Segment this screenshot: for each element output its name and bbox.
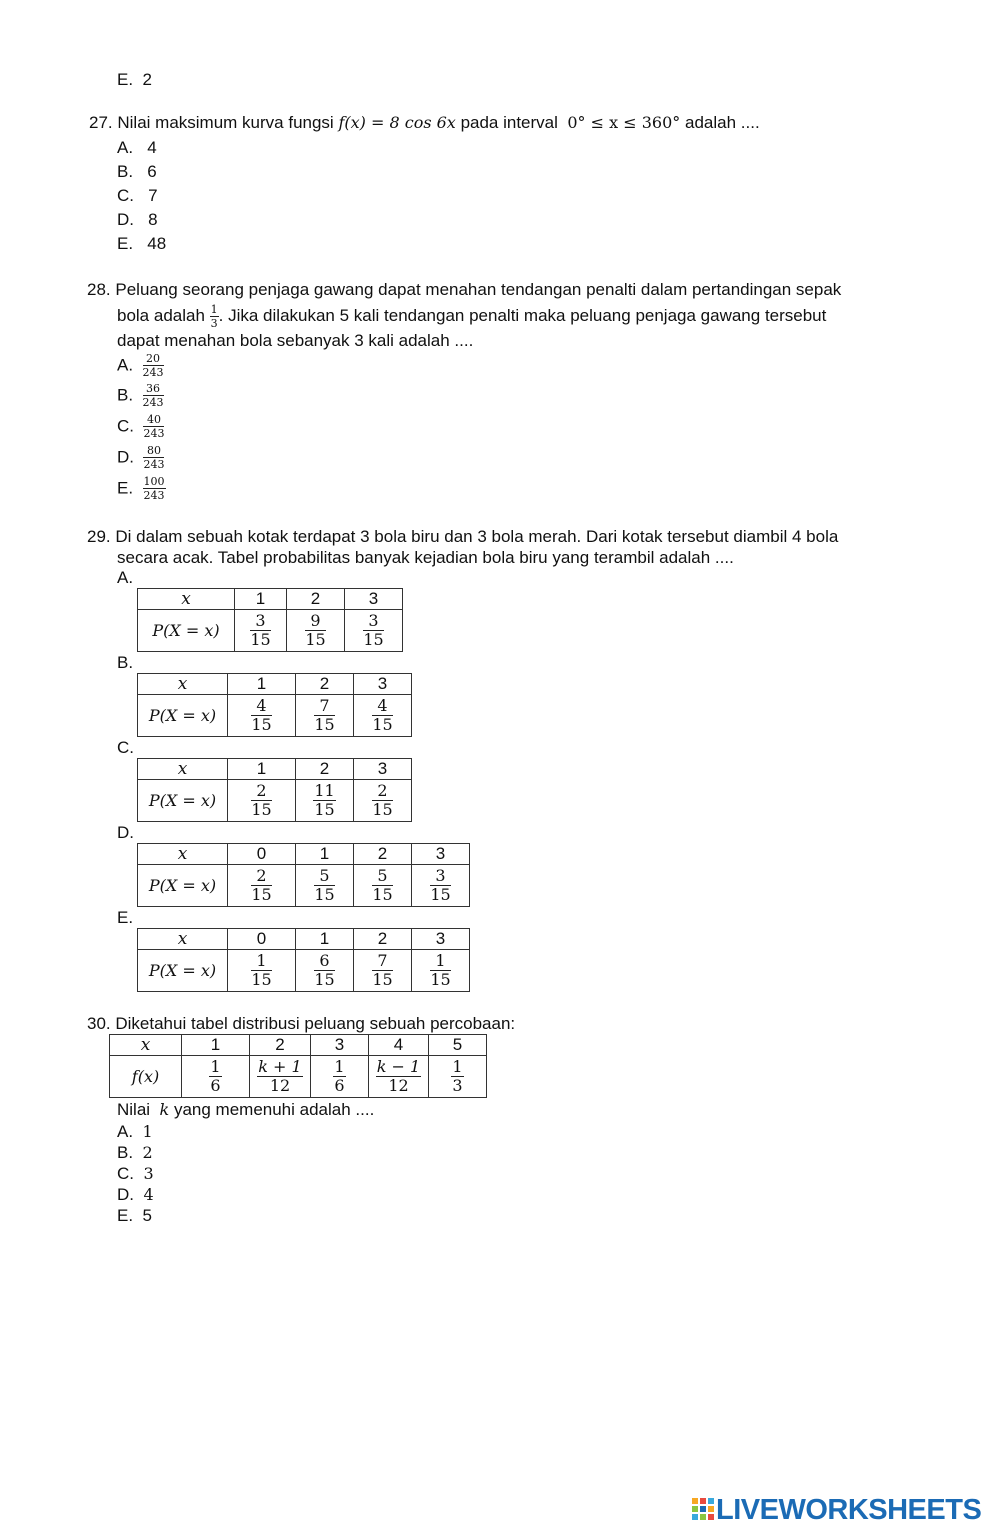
option-text: 8 <box>148 210 158 229</box>
q28-stem-line2 <box>117 303 826 329</box>
stem-text: Di dalam sebuah kotak terdapat 3 bola biru dan 3 bola merah. Dari kotak tersebut diambil 4 bola <box>115 527 839 546</box>
math-variable: k <box>159 1100 170 1119</box>
option-fraction: $\frac{36}{243}$ <box>142 382 164 409</box>
stem-text: . Jika dilakukan 5 kali tendangan penalti maka peluang penjaga gawang tersebut <box>218 306 827 325</box>
table-cell: $\frac{2}{15}$ <box>228 780 296 822</box>
table-cell: 0 <box>228 929 296 950</box>
table-cell: $\frac{2}{15}$ <box>354 780 412 822</box>
q30-options <box>117 1121 154 1226</box>
question-number: 28. <box>87 280 111 299</box>
stem-text: Diketahui tabel distribusi peluang sebuah percobaan: <box>115 1014 516 1033</box>
option-fraction: $\frac{80}{243}$ <box>143 444 165 471</box>
option-text: 4 <box>143 1185 154 1204</box>
table-cell: $\frac{k + 1}{12}$ <box>250 1056 311 1098</box>
stem-text: adalah .... <box>685 113 760 132</box>
q28-option-d[interactable] <box>117 445 164 470</box>
q30-question <box>117 1100 374 1120</box>
option-text: 7 <box>148 186 158 205</box>
table-cell: 3 <box>354 759 412 780</box>
stem-text: Peluang seorang penjaga gawang dapat menahan tendangan penalti dalam pertandingan sepak <box>115 280 842 299</box>
stem-text: pada interval <box>460 113 558 132</box>
stem-text: bola adalah <box>117 306 205 325</box>
row-header-x: x <box>110 1035 182 1056</box>
row-header-x: x <box>138 589 235 610</box>
row-header-x: x <box>138 674 228 695</box>
option-label: D. <box>117 1185 134 1204</box>
option-label: E. <box>117 478 134 498</box>
q29-option-b-label[interactable]: B. <box>117 653 134 672</box>
q29-stem-line2 <box>117 548 734 568</box>
table-cell: $\frac{3}{15}$ <box>412 865 470 907</box>
q29-stem-line1 <box>87 527 838 547</box>
option-label: A. <box>117 138 134 157</box>
table-cell: 2 <box>250 1035 311 1056</box>
q27-option-a[interactable] <box>117 136 166 160</box>
option-label: B. <box>117 385 134 405</box>
table-cell: 5 <box>429 1035 487 1056</box>
table-cell: $\frac{6}{15}$ <box>296 950 354 992</box>
stem-text: dapat menahan bola sebanyak 3 kali adalah .... <box>117 331 474 350</box>
math-expression: f(x) = 8 cos 6x <box>338 113 456 132</box>
option-text: 1 <box>142 1122 153 1141</box>
option-text: 3 <box>143 1164 154 1183</box>
table-cell: $\frac{5}{15}$ <box>296 865 354 907</box>
stem-text: Nilai maksimum kurva fungsi <box>117 113 334 132</box>
option-text: 6 <box>147 162 157 181</box>
table-cell: $\frac{1}{15}$ <box>228 950 296 992</box>
table-cell: 1 <box>296 929 354 950</box>
option-label: D. <box>117 447 134 467</box>
option-label: C. <box>117 186 134 205</box>
table-cell: $\frac{3}{15}$ <box>235 610 287 652</box>
option-label: C. <box>117 416 134 436</box>
option-text: 5 <box>142 1206 152 1225</box>
q29-option-e-label[interactable]: E. <box>117 908 134 927</box>
q27-option-e[interactable] <box>117 232 166 256</box>
q30-option-c[interactable] <box>117 1163 154 1184</box>
option-fraction: $\frac{100}{243}$ <box>143 475 165 502</box>
option-label: C. <box>117 1164 134 1183</box>
table-cell: $\frac{9}{15}$ <box>287 610 345 652</box>
table-cell: $\frac{4}{15}$ <box>228 695 296 737</box>
table-cell: 2 <box>354 929 412 950</box>
table-cell: 1 <box>296 844 354 865</box>
fraction: $\frac{1}{3}$ <box>210 303 218 331</box>
table-cell: 0 <box>228 844 296 865</box>
table-cell: 2 <box>354 844 412 865</box>
q28-option-a[interactable] <box>117 353 164 378</box>
row-header-p: P(X = x) <box>138 950 228 992</box>
math-interval: 0° ≤ x ≤ 360° <box>567 113 681 132</box>
option-label: A. <box>117 355 134 375</box>
q28-option-b[interactable] <box>117 383 164 408</box>
liveworksheets-logo[interactable] <box>692 1494 992 1526</box>
q29-option-c-table <box>137 758 412 822</box>
table-cell: 1 <box>235 589 287 610</box>
option-text: 48 <box>147 234 167 253</box>
table-cell: $\frac{1}{6}$ <box>182 1056 250 1098</box>
table-cell: 3 <box>412 844 470 865</box>
q27-option-c[interactable] <box>117 184 166 208</box>
table-cell: $\frac{7}{15}$ <box>296 695 354 737</box>
logo-grid-icon <box>692 1498 714 1522</box>
q27-options <box>117 136 166 256</box>
table-cell: $\frac{7}{15}$ <box>354 950 412 992</box>
table-cell: 3 <box>345 589 403 610</box>
q28-option-c[interactable] <box>117 414 164 439</box>
table-cell: $\frac{1}{6}$ <box>311 1056 369 1098</box>
q29-option-c-label[interactable]: C. <box>117 738 134 757</box>
q26-option-e[interactable] <box>117 70 152 90</box>
option-fraction: $\frac{20}{243}$ <box>142 352 164 379</box>
table-cell: 2 <box>287 589 345 610</box>
option-label: B. <box>117 1143 134 1162</box>
table-cell: 2 <box>296 759 354 780</box>
q27-stem <box>89 113 760 133</box>
q30-option-a[interactable] <box>117 1121 154 1142</box>
table-cell: 1 <box>228 674 296 695</box>
option-label: A. <box>117 1122 134 1141</box>
logo-text: LIVEWORKSHEETS <box>716 1494 982 1526</box>
q30-option-e[interactable] <box>117 1205 154 1226</box>
row-header-f: f(x) <box>110 1056 182 1098</box>
option-label: E. <box>117 234 134 253</box>
q28-stem-line3 <box>117 331 473 351</box>
question-number: 29. <box>87 527 111 546</box>
table-cell: 2 <box>296 674 354 695</box>
table-cell: 3 <box>412 929 470 950</box>
q28-stem-line1 <box>87 280 841 300</box>
q29-option-e-table <box>137 928 470 992</box>
q30-stem <box>87 1014 515 1034</box>
q29-option-a-table <box>137 588 403 652</box>
option-label: D. <box>117 210 134 229</box>
option-fraction: $\frac{40}{243}$ <box>143 413 165 440</box>
row-header-p: P(X = x) <box>138 865 228 907</box>
option-label: E. <box>117 1206 134 1225</box>
table-cell: $\frac{4}{15}$ <box>354 695 412 737</box>
option-label: E. <box>117 70 134 89</box>
table-cell: $\frac{1}{15}$ <box>412 950 470 992</box>
table-cell: 1 <box>228 759 296 780</box>
table-cell: $\frac{3}{15}$ <box>345 610 403 652</box>
stem-text: yang memenuhi adalah .... <box>173 1100 375 1119</box>
row-header-p: P(X = x) <box>138 610 235 652</box>
option-label: B. <box>117 162 134 181</box>
stem-text: Nilai <box>117 1100 151 1119</box>
table-cell: 4 <box>369 1035 429 1056</box>
q29-option-a-label[interactable]: A. <box>117 568 134 587</box>
row-header-x: x <box>138 844 228 865</box>
q27-option-b[interactable] <box>117 160 166 184</box>
row-header-x: x <box>138 929 228 950</box>
q28-option-e[interactable] <box>117 476 166 501</box>
option-text: 2 <box>142 70 152 89</box>
row-header-p: P(X = x) <box>138 695 228 737</box>
table-cell: 1 <box>182 1035 250 1056</box>
question-number: 30. <box>87 1014 111 1033</box>
table-cell: $\frac{k - 1}{12}$ <box>369 1056 429 1098</box>
table-cell: 3 <box>311 1035 369 1056</box>
q30-option-d[interactable] <box>117 1184 154 1205</box>
table-cell: $\frac{1}{3}$ <box>429 1056 487 1098</box>
q27-option-d[interactable] <box>117 208 166 232</box>
option-text: 4 <box>147 138 157 157</box>
row-header-p: P(X = x) <box>138 780 228 822</box>
q29-option-b-table <box>137 673 412 737</box>
table-cell: $\frac{2}{15}$ <box>228 865 296 907</box>
stem-text: secara acak. Tabel probabilitas banyak kejadian bola biru yang terambil adalah .... <box>117 548 734 567</box>
table-cell: 3 <box>354 674 412 695</box>
q29-option-d-table <box>137 843 470 907</box>
q30-distribution-table <box>109 1034 487 1098</box>
question-number: 27. <box>89 113 113 132</box>
table-cell: $\frac{5}{15}$ <box>354 865 412 907</box>
q30-option-b[interactable] <box>117 1142 154 1163</box>
q29-option-d-label[interactable]: D. <box>117 823 134 842</box>
option-text: 2 <box>142 1143 153 1162</box>
table-cell: $\frac{11}{15}$ <box>296 780 354 822</box>
row-header-x: x <box>138 759 228 780</box>
